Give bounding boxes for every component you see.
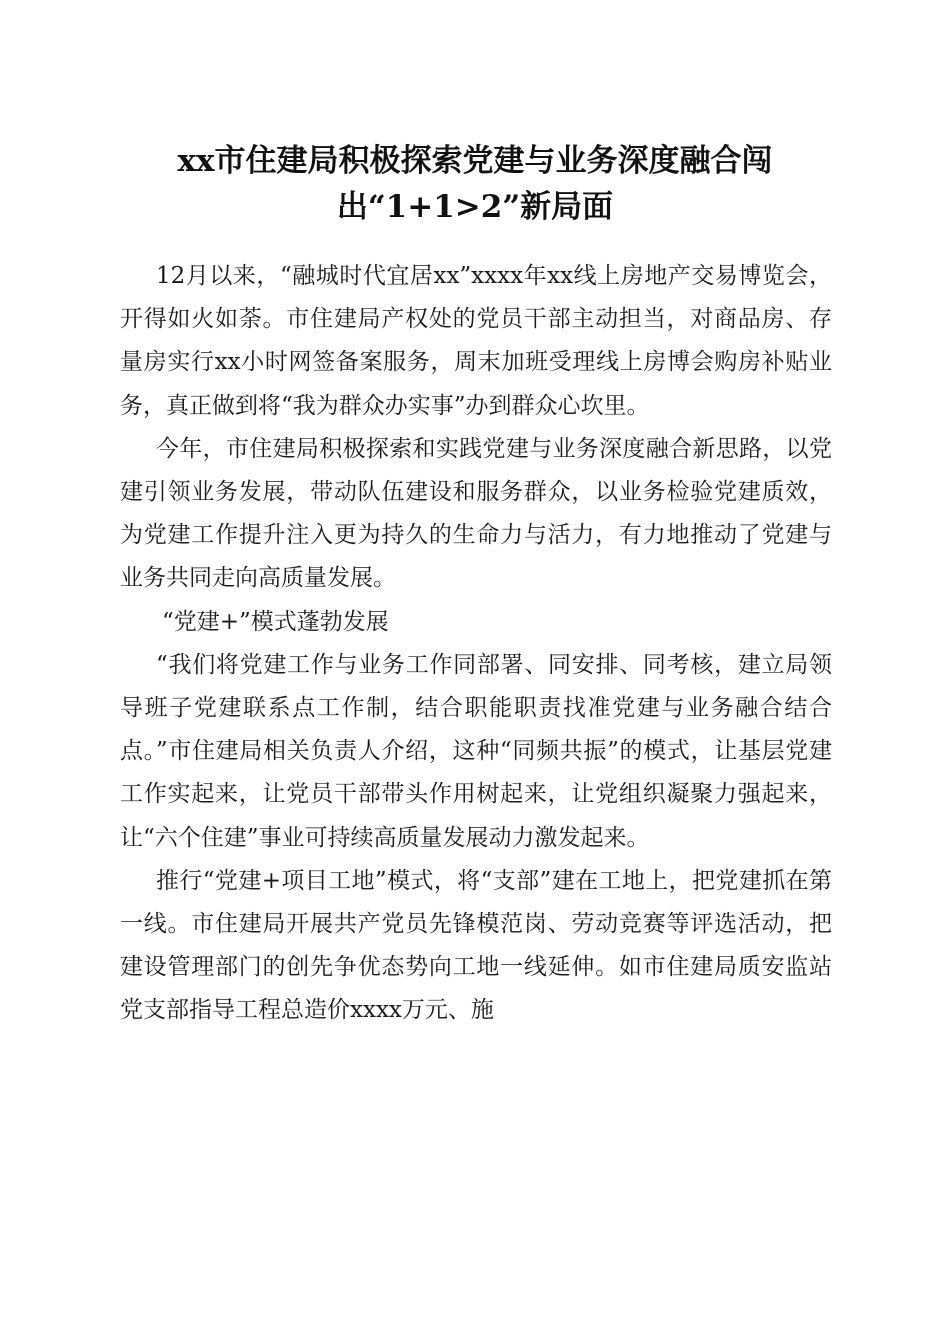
title-line-1: xx市住建局积极探索党建与业务深度融合闯 <box>177 143 773 179</box>
document-title <box>100 138 850 230</box>
document-body <box>120 255 832 1033</box>
paragraph-1: 12月以来，“融城时代宜居xx”xxxx年xx线上房地产交易博览会，开得如火如荼。市住建局产权处的党员干部主动担当，对商品房、存量房实行xx小时网签备案服务，周末加班受理线上房博会购房补贴业务，真正做到将“我为群众办实事”办到群众心坎里。 <box>120 263 832 419</box>
paragraph-3: “我们将党建工作与业务工作同部署、同安排、同考核，建立局领导班子党建联系点工作制，结合职能职责找准党建与业务融合结合点。”市住建局相关负责人介绍，这种“同频共振”的模式，让基层党建工作实起来，让党员干部带头作用树起来，让党组织凝聚力强起来，让“六个住建”事业可持续高质量发展动力激发起来。 <box>120 651 832 851</box>
title-line-2: 出“1+1>2”新局面 <box>336 189 614 225</box>
section-heading: “党建+”模式蓬勃发展 <box>162 608 389 635</box>
paragraph-4: 推行“党建+项目工地”模式，将“支部”建在工地上，把党建抓在第一线。市住建局开展共产党员先锋模范岗、劳动竞赛等评选活动，把建设管理部门的创先争优态势向工地一线延伸。如市住建局质安监站党支部指导工程总造价xxxx万元、施 <box>120 867 832 1024</box>
paragraph-2: 今年，市住建局积极探索和实践党建与业务深度融合新思路，以党建引领业务发展，带动队伍建设和服务群众，以业务检验党建质效，为党建工作提升注入更为持久的生命力与活力，有力地推动了党建与业务共同走向高质量发展。 <box>120 435 832 592</box>
